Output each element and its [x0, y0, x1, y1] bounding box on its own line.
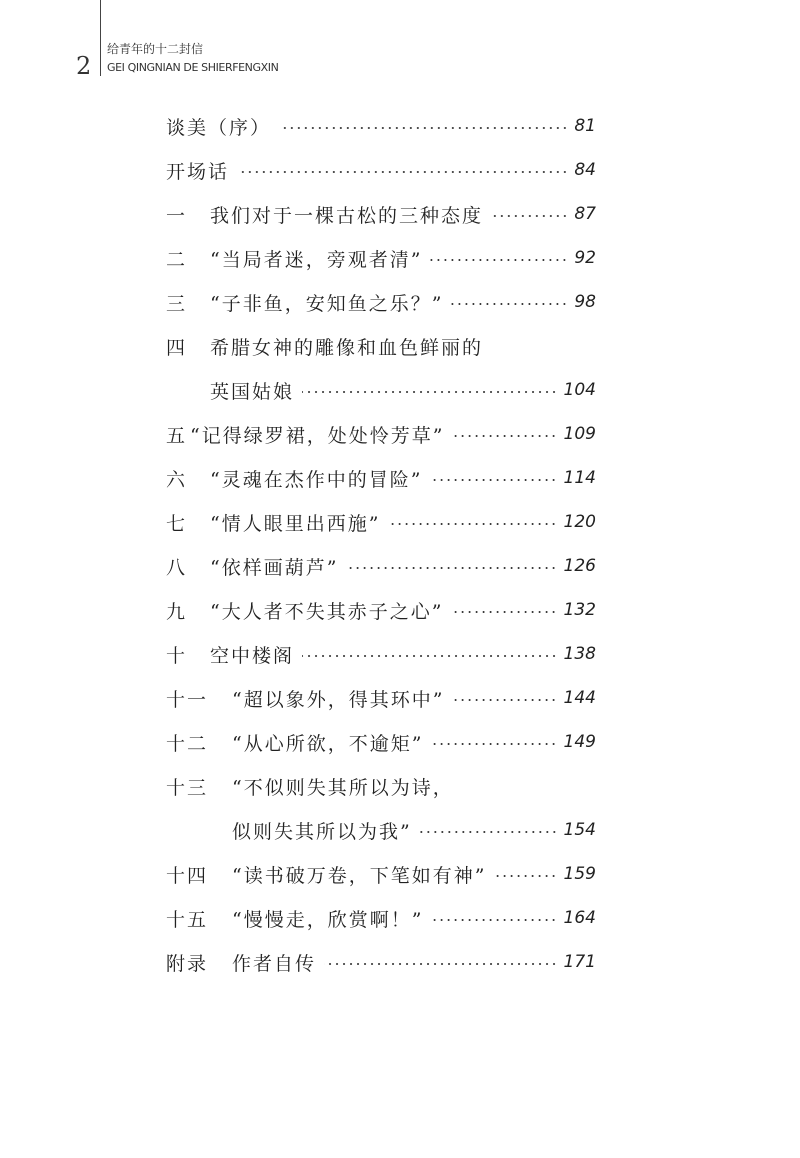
toc-entry[interactable]: [166, 551, 596, 581]
toc-entry-number: 十二: [166, 732, 209, 755]
toc-entry-title: “子非鱼，安知鱼之乐？”: [210, 292, 444, 315]
toc-entry[interactable]: [166, 111, 596, 141]
toc-entry[interactable]: [166, 727, 596, 757]
toc-entry-title: 开场话: [166, 160, 230, 183]
page-number: 2: [76, 52, 92, 80]
dot-leader: [431, 919, 557, 921]
toc-entry[interactable]: [166, 947, 596, 977]
toc-entry-page: 144: [563, 688, 596, 708]
toc-entry-title: 谈美（序）: [166, 116, 272, 139]
toc-entry-number: 四: [166, 336, 188, 359]
toc-entry-title: 我们对于一棵古松的三种态度: [210, 204, 484, 227]
toc-entry-title: “超以象外，得其环中”: [232, 688, 445, 711]
toc-entry-number: 七: [166, 512, 188, 535]
toc-entry[interactable]: [166, 507, 596, 537]
toc-entry-title: 似则失其所以为我”: [232, 820, 412, 843]
toc-entry-title: 空中楼阁: [210, 644, 295, 667]
toc-entry-page: 138: [563, 644, 596, 664]
toc-entry[interactable]: [166, 771, 596, 801]
toc-entry-number: 五: [166, 424, 188, 447]
toc-entry-title: “依样画葫芦”: [210, 556, 339, 579]
toc-entry[interactable]: [166, 419, 596, 449]
dot-leader: [302, 655, 558, 657]
dot-leader: [430, 259, 568, 261]
toc-entry-page: 159: [563, 864, 596, 884]
toc-entry-page: 104: [563, 380, 596, 400]
toc-entry-continuation[interactable]: [166, 815, 596, 845]
dot-leader: [279, 127, 568, 129]
toc-entry-page: 87: [574, 204, 596, 224]
toc-entry-title: “情人眼里出西施”: [210, 512, 381, 535]
toc-entry-page: 149: [563, 732, 596, 752]
toc-entry-title: “读书破万卷，下笔如有神”: [232, 864, 487, 887]
toc-entry-number: 八: [166, 556, 188, 579]
toc-entry-title: “灵魂在杰作中的冒险”: [210, 468, 423, 491]
toc-entry-number: 一: [166, 204, 188, 227]
toc-entry[interactable]: [166, 155, 596, 185]
toc-entry-number: 附录: [166, 952, 209, 975]
toc-entry-page: 114: [563, 468, 596, 488]
toc-entry-page: 92: [574, 248, 596, 268]
dot-leader: [237, 171, 568, 173]
toc-entry-page: 109: [563, 424, 596, 444]
dot-leader: [494, 875, 557, 877]
toc-entry[interactable]: [166, 199, 596, 229]
toc-entry-page: 132: [563, 600, 596, 620]
toc-entry-title: 作者自传: [232, 952, 317, 975]
toc-entry-page: 171: [563, 952, 596, 972]
toc-entry-title: 希腊女神的雕像和血色鲜丽的: [210, 336, 484, 359]
toc-entry-page: 81: [574, 116, 596, 136]
dot-leader: [324, 963, 558, 965]
table-of-contents: [166, 0, 596, 1158]
toc-entry-number: 十三: [166, 776, 209, 799]
dot-leader: [420, 831, 558, 833]
dot-leader: [452, 699, 557, 701]
toc-entry-title: “当局者迷，旁观者清”: [210, 248, 423, 271]
toc-entry-number: 十一: [166, 688, 209, 711]
dot-leader: [388, 523, 557, 525]
toc-entry[interactable]: [166, 903, 596, 933]
dot-leader: [346, 567, 557, 569]
toc-entry-number: 六: [166, 468, 188, 491]
dot-leader: [451, 303, 568, 305]
toc-entry-number: 十四: [166, 864, 209, 887]
toc-entry-title: 英国姑娘: [210, 380, 295, 403]
toc-entry[interactable]: [166, 331, 596, 361]
toc-entry-title: “从心所欲，不逾矩”: [232, 732, 424, 755]
header-divider-line: [100, 0, 101, 76]
toc-entry-number: 十: [166, 644, 188, 667]
dot-leader: [491, 215, 568, 217]
toc-entry-title: “大人者不失其赤子之心”: [210, 600, 444, 623]
toc-entry-page: 84: [574, 160, 596, 180]
dot-leader: [302, 391, 558, 393]
toc-entry-continuation[interactable]: [166, 375, 596, 405]
toc-entry-number: 九: [166, 600, 188, 623]
toc-entry-title: “慢慢走，欣赏啊！”: [232, 908, 424, 931]
toc-entry[interactable]: [166, 287, 596, 317]
toc-entry-page: 126: [563, 556, 596, 576]
toc-entry-number: 三: [166, 292, 188, 315]
toc-entry-page: 98: [574, 292, 596, 312]
dot-leader: [431, 743, 557, 745]
toc-entry[interactable]: [166, 463, 596, 493]
dot-leader: [430, 479, 557, 481]
toc-entry-title: “记得绿罗裙，处处怜芳草”: [190, 424, 445, 447]
toc-entry-page: 154: [563, 820, 596, 840]
toc-entry[interactable]: [166, 683, 596, 713]
toc-entry[interactable]: [166, 639, 596, 669]
dot-leader: [451, 611, 557, 613]
toc-entry-number: 十五: [166, 908, 209, 931]
toc-entry[interactable]: [166, 859, 596, 889]
toc-entry-number: 二: [166, 248, 188, 271]
dot-leader: [452, 435, 557, 437]
toc-entry-title: “不似则失其所以为诗，: [232, 776, 454, 799]
toc-entry[interactable]: [166, 595, 596, 625]
running-header-pinyin: GEI QINGNIAN DE SHIERFENGXIN: [107, 61, 279, 74]
toc-entry-page: 164: [563, 908, 596, 928]
toc-entry-page: 120: [563, 512, 596, 532]
running-header-title: 给青年的十二封信: [107, 42, 204, 56]
toc-entry[interactable]: [166, 243, 596, 273]
